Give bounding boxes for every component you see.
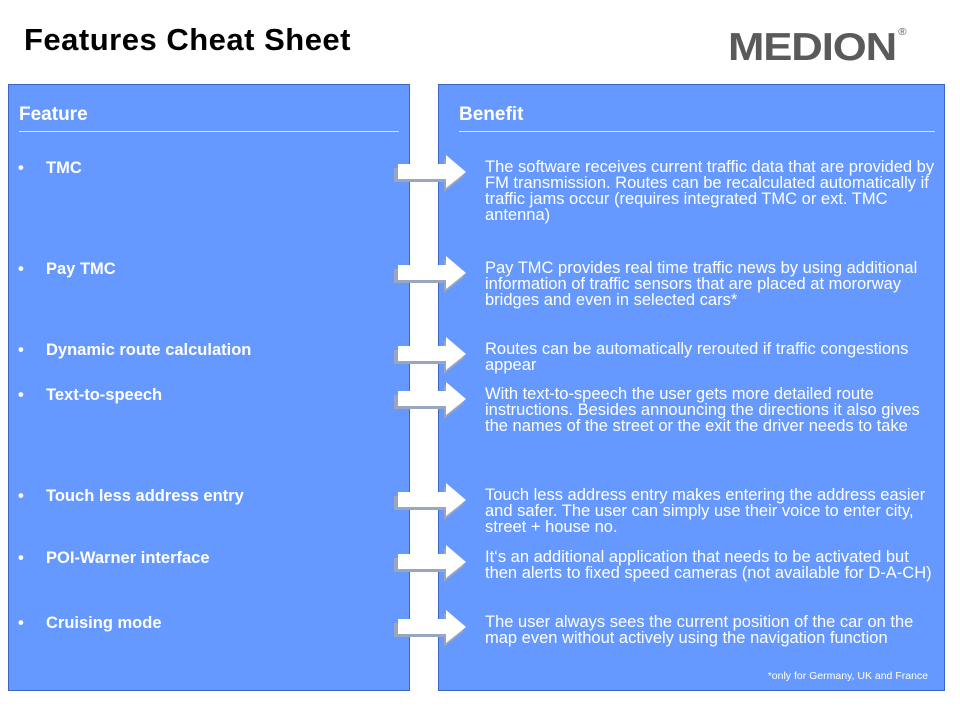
benefit-text-cruising: The user always sees the current position of the car on the map even without actively using the navigation function [485, 613, 914, 647]
arrow-right-icon [392, 609, 470, 649]
medion-logo [728, 28, 905, 67]
benefit-text-text-to-speech: With text-to-speech the user gets more detailed route instructions. Besides announcing the directions it also gives the names of the street or the exit the driver needs to take [485, 385, 920, 435]
feature-label: POI-Warner interface [46, 549, 210, 567]
benefit-text-pay-tmc: Pay TMC provides real time traffic news by using additional information of traffic sensors that are placed at mororway bridges and even in selected cars* [485, 259, 918, 309]
arrow-right-icon [392, 482, 470, 522]
benefit-text-tmc: The software receives current traffic data that are provided by FM transmission. Routes can be recalculated automatically if traffic jams occur (requires integrated TMC or ext. TMC antenna) [485, 158, 935, 224]
benefit-text-touch-less: Touch less address entry makes entering the address easier and safer. The user can simply use their voice to enter city, street + house no. [485, 486, 926, 536]
feature-header-divider [19, 131, 399, 132]
feature-label: Cruising mode [46, 614, 162, 632]
arrow-right-icon [392, 544, 470, 584]
feature-label: TMC [46, 159, 82, 177]
page-title: Features Cheat Sheet [24, 22, 351, 57]
feature-column-header: Feature [19, 104, 88, 125]
feature-item-cruising: • Cruising mode [18, 614, 162, 632]
feature-label: Pay TMC [46, 260, 116, 278]
feature-label: Dynamic route calculation [46, 341, 252, 359]
feature-label: Touch less address entry [46, 487, 244, 505]
footnote: *only for Germany, UK and France [767, 670, 928, 682]
arrow-right-icon [392, 154, 470, 194]
feature-label: Text-to-speech [46, 386, 163, 404]
benefit-text-dynamic-route: Routes can be automatically rerouted if traffic congestions appear [485, 340, 909, 374]
benefit-header-divider [459, 131, 935, 132]
feature-item-poi-warner: • POI-Warner interface [18, 549, 210, 567]
logo-text: MEDION [728, 26, 896, 69]
arrow-right-icon [392, 255, 470, 295]
arrow-right-icon [392, 336, 470, 376]
arrow-right-icon [392, 381, 470, 421]
feature-item-dynamic-route: • Dynamic route calculation [18, 341, 252, 359]
feature-item-text-to-speech: • Text-to-speech [18, 386, 163, 404]
benefit-column-header: Benefit [459, 104, 524, 125]
feature-item-touch-less: • Touch less address entry [18, 487, 244, 505]
feature-item-tmc: • TMC [18, 159, 82, 177]
registered-mark: ® [898, 27, 906, 38]
benefit-text-poi-warner: It‘s an additional application that needs to be activated but then alerts to fixed speed cameras (not available for D-A-CH) [485, 548, 932, 582]
feature-item-pay-tmc: • Pay TMC [18, 260, 116, 278]
